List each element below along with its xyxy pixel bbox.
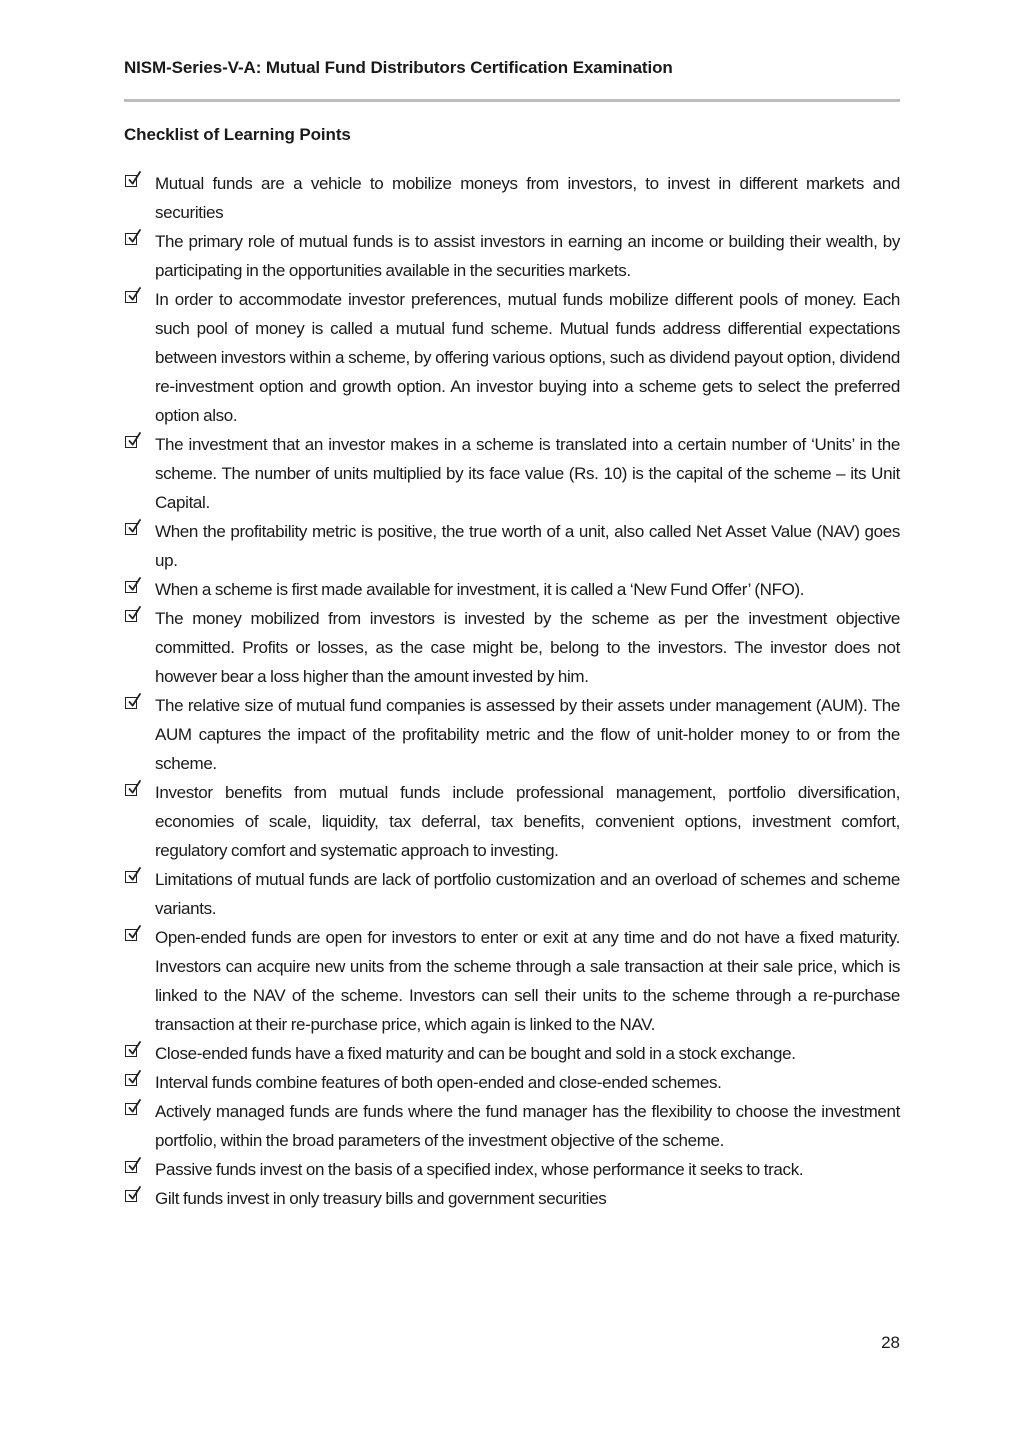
checklist-item: [124, 517, 900, 575]
checklist-item-text: Interval funds combine features of both open-ended and close-ended schemes.: [155, 1073, 722, 1092]
checklist-item-text: When the profitability metric is positive, the true worth of a unit, also called Net Asset Value (NAV) goes up.: [155, 522, 900, 570]
checked-box-icon: [125, 523, 137, 535]
checklist-item-text: The investment that an investor makes in a scheme is translated into a certain number of ‘Units’ in the scheme. The number of units multiplied by its face value (Rs. 10) is the capital of the scheme – its Unit Capital.: [155, 435, 900, 512]
document-header-title: NISM-Series-V-A: Mutual Fund Distributors Certification Examination: [124, 58, 673, 77]
checked-box-icon: [125, 175, 137, 187]
checklist-item: [124, 430, 900, 517]
checked-box-icon: [125, 871, 137, 883]
checklist-item: [124, 227, 900, 285]
checked-box-icon: [125, 1190, 137, 1202]
header-divider: [124, 99, 900, 102]
checklist-item-text: Close-ended funds have a fixed maturity and can be bought and sold in a stock exchange.: [155, 1044, 796, 1063]
checklist-item: [124, 865, 900, 923]
checked-box-icon: [125, 784, 137, 796]
checklist-item: [124, 604, 900, 691]
checklist-item: [124, 575, 900, 604]
checked-box-icon: [125, 1045, 137, 1057]
checked-box-icon: [125, 929, 137, 941]
checklist-item-text: The relative size of mutual fund companies is assessed by their assets under management (AUM). The AUM captures the impact of the profitability metric and the flow of unit-holder money to or from the scheme.: [155, 696, 900, 773]
checked-box-icon: [125, 1103, 137, 1115]
checklist-item-text: Passive funds invest on the basis of a specified index, whose performance it seeks to track.: [155, 1160, 804, 1179]
checked-box-icon: [125, 436, 137, 448]
checklist-item: [124, 1039, 900, 1068]
checklist-item-text: Actively managed funds are funds where the fund manager has the flexibility to choose the investment portfolio, within the broad parameters of the investment objective of the scheme.: [155, 1102, 900, 1150]
checklist-item: [124, 1097, 900, 1155]
checklist-item-text: Gilt funds invest in only treasury bills and government securities: [155, 1189, 607, 1208]
checklist-item-text: The primary role of mutual funds is to assist investors in earning an income or building their wealth, by participating in the opportunities available in the securities markets.: [155, 232, 900, 280]
page-number: 28: [881, 1333, 900, 1352]
checklist-item: [124, 285, 900, 430]
checklist-item-text: When a scheme is first made available for investment, it is called a ‘New Fund Offer’ (NFO).: [155, 580, 805, 599]
checklist-item: [124, 778, 900, 865]
checked-box-icon: [125, 1074, 137, 1086]
checked-box-icon: [125, 610, 137, 622]
checked-box-icon: [125, 233, 137, 245]
checked-box-icon: [125, 291, 137, 303]
checklist-item: [124, 1155, 900, 1184]
checked-box-icon: [125, 581, 137, 593]
learning-points-checklist: [124, 169, 900, 1213]
checklist-item: [124, 169, 900, 227]
checklist-item-text: Limitations of mutual funds are lack of portfolio customization and an overload of schemes and scheme variants.: [155, 870, 900, 918]
checklist-item: [124, 1184, 900, 1213]
checked-box-icon: [125, 697, 137, 709]
checklist-item-text: Open-ended funds are open for investors to enter or exit at any time and do not have a fixed maturity. Investors can acquire new units from the scheme through a sale transaction at their sale price, which is linked to the NAV of the scheme. Investors can sell their units to the scheme through a re-purchase transaction at their re-purchase price, which again is linked to the NAV.: [155, 928, 900, 1034]
checklist-item-text: The money mobilized from investors is invested by the scheme as per the investment objective committed. Profits or losses, as the case might be, belong to the investors. The investor does not however bear a loss higher than the amount invested by him.: [155, 609, 900, 686]
checklist-item-text: Mutual funds are a vehicle to mobilize moneys from investors, to invest in different markets and securities: [155, 174, 900, 222]
checklist-item: [124, 1068, 900, 1097]
checklist-item: [124, 691, 900, 778]
section-title: Checklist of Learning Points: [124, 125, 351, 144]
checklist-item-text: In order to accommodate investor preferences, mutual funds mobilize different pools of money. Each such pool of money is called a mutual fund scheme. Mutual funds address differential expectations between investors within a scheme, by offering various options, such as dividend payout option, dividend re-investment option and growth option. An investor buying into a scheme gets to select the preferred option also.: [155, 290, 900, 425]
checklist-item-text: Investor benefits from mutual funds include professional management, portfolio diversification, economies of scale, liquidity, tax deferral, tax benefits, convenient options, investment comfort, regulatory comfort and systematic approach to investing.: [155, 783, 900, 860]
checklist-item: [124, 923, 900, 1039]
checked-box-icon: [125, 1161, 137, 1173]
